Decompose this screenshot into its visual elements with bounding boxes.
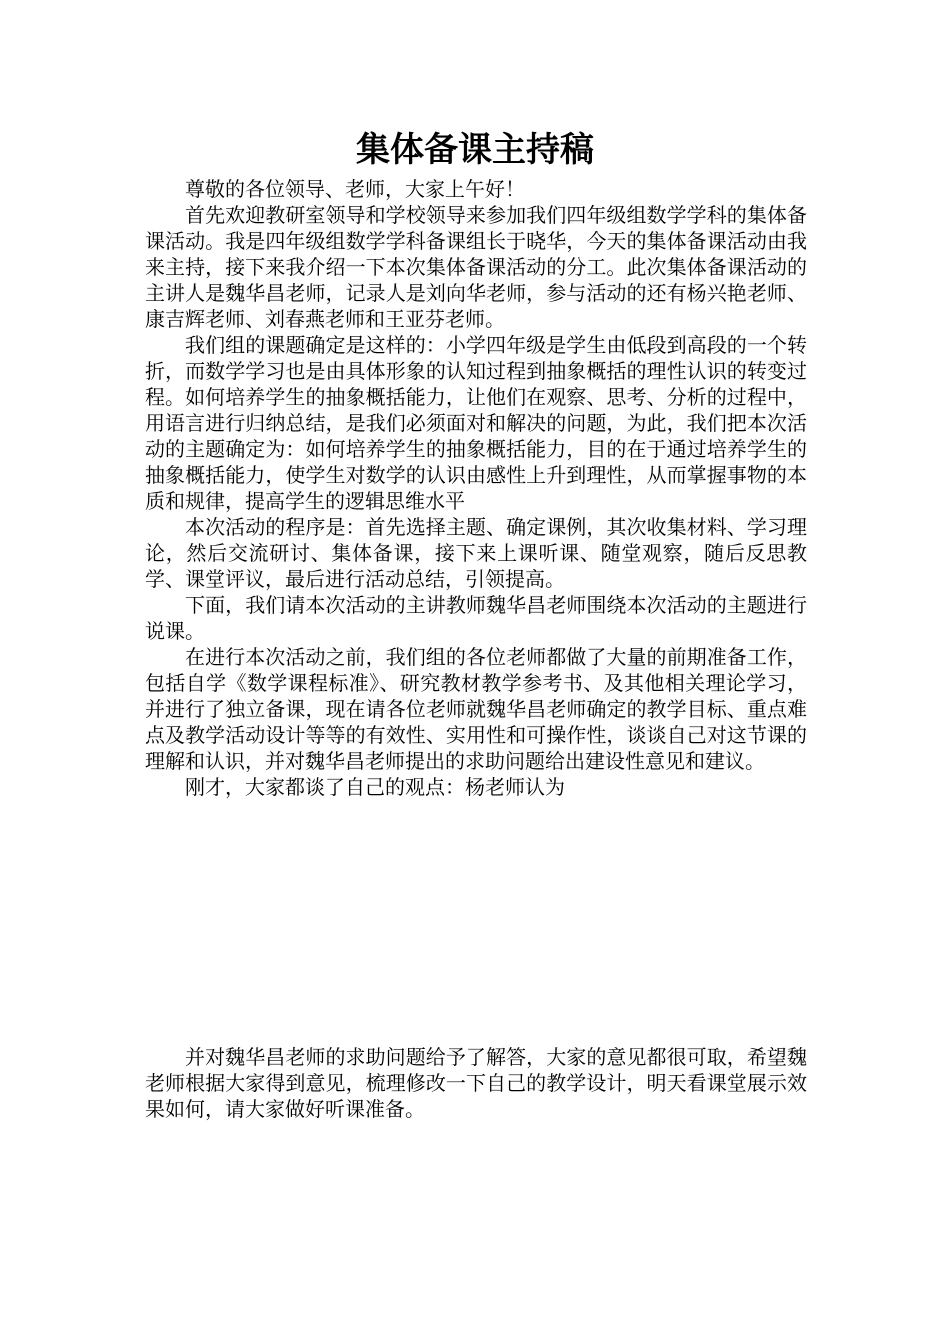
opinions-paragraph: 刚才，大家都谈了自己的观点：杨老师认为 xyxy=(185,775,565,799)
discussion-paragraph: 在进行本次活动之前，我们组的各位老师都做了大量的前期准备工作，包括自学《数学课程标准》、研究教材教学参考书、及其他相关理论学习，并进行了独立备课，现在请各位老师就魏华昌老师确定的教学目标、重点难点及教学活动设计等等的有效性、实用性和可操作性，谈谈自己对这节课的理解和认识，并对魏华昌老师提出的求助问题给出建设性意见和建议。 xyxy=(145,645,807,773)
document-body xyxy=(145,176,807,800)
procedure-paragraph: 本次活动的程序是：首先选择主题、确定课例，其次收集材料、学习理论，然后交流研讨、集体备课，接下来上课听课、随堂观察，随后反思教学、课堂评议，最后进行活动总结，引领提高。 xyxy=(145,515,807,591)
topic-paragraph: 我们组的课题确定是这样的：小学四年级是学生由低段到高段的一个转折，而数学学习也是由具体形象的认知过程到抽象概括的理性认识的转变过程。如何培养学生的抽象概括能力，让他们在观察、思考、分析的过程中，用语言进行归纳总结，是我们必须面对和解决的问题，为此，我们把本次活动的主题确定为：如何培养学生的抽象概括能力，目的在于通过培养学生的抽象概括能力，使学生对数学的认识由感性上升到理性，从而掌握事物的本质和规律，提高学生的逻辑思维水平 xyxy=(145,333,807,513)
document-title: 集体备课主持稿 xyxy=(356,130,594,170)
closing-paragraph: 并对魏华昌老师的求助问题给予了解答，大家的意见都很可取，希望魏老师根据大家得到意见，梳理修改一下自己的教学设计，明天看课堂展示效果如何，请大家做好听课准备。 xyxy=(145,1045,807,1121)
intro-paragraph: 首先欢迎教研室领导和学校领导来参加我们四年级组数学学科的集体备课活动。我是四年级组数学学科备课组长于晓华，今天的集体备课活动由我来主持，接下来我介绍一下本次集体备课活动的分工。此次集体备课活动的主讲人是魏华昌老师，记录人是刘向华老师，参与活动的还有杨兴艳老师、康吉辉老师、刘春燕老师和王亚芬老师。 xyxy=(145,203,807,331)
lecture-paragraph: 下面，我们请本次活动的主讲教师魏华昌老师围绕本次活动的主题进行说课。 xyxy=(145,593,807,643)
closing-section xyxy=(145,1044,807,1122)
greeting-paragraph: 尊敬的各位领导、老师，大家上午好！ xyxy=(185,177,525,201)
